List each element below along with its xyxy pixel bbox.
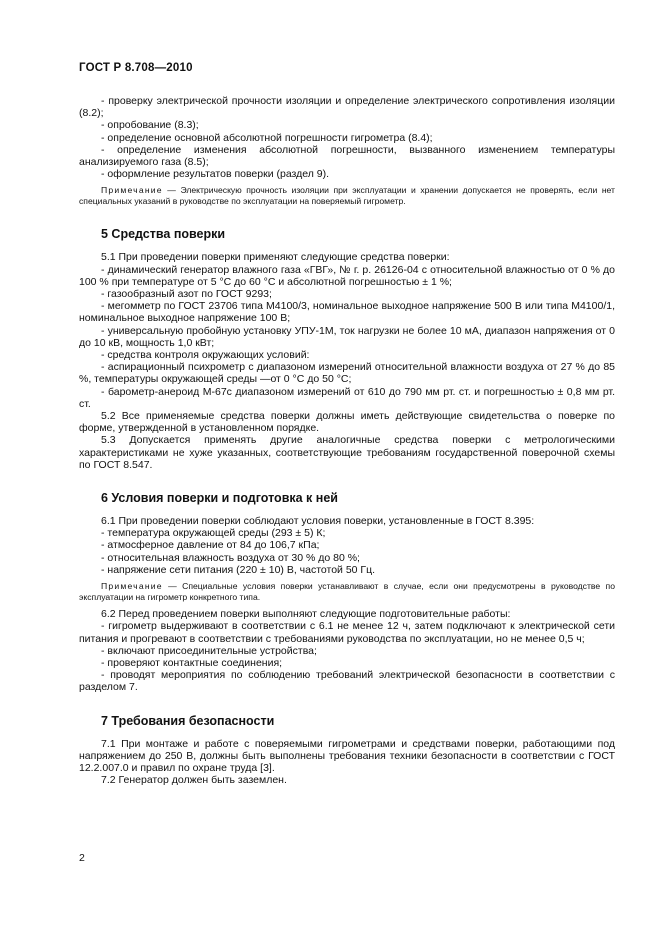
note-2 [79,581,615,603]
note-label: Примечание [101,185,163,196]
list-item: - средства контроля окружающих условий: [101,349,310,362]
list-item: - барометр-анероид М-67с диапазоном измерений от 610 до 790 мм рт. ст. и погрешностью ± 0,8 мм рт. ст. [79,385,615,410]
note-label: Примечание [101,581,163,592]
list-item: - универсальную пробойную установку УПУ-1М, ток нагрузки не более 10 мА, диапазон напряжения от 0 до 10 кВ, мощность 1,0 кВт; [79,324,615,349]
document-body [79,95,615,786]
document-header: ГОСТ Р 8.708—2010 [79,62,193,74]
paragraph: 7.2 Генератор должен быть заземлен. [101,774,287,787]
paragraph: 5.1 При проведении поверки применяют следующие средства поверки: [101,251,450,264]
list-item: - температура окружающей среды (293 ± 5) К; [101,527,326,540]
list-item: - проверку электрической прочности изоляции и определение электрического сопротивления изоляции (8.2); [79,95,615,120]
paragraph: 5.3 Допускается применять другие аналогичные средства поверки с метрологическими характеристиками не хуже указанных, соответствующие требованиям государственной поверочной схемы по ГОСТ 8.547. [79,434,615,471]
list-item: - напряжение сети питания (220 ± 10) В, частотой 50 Гц. [101,563,376,576]
paragraph: 7.1 При монтаже и работе с поверяемыми гигрометрами и средствами поверки, работающими под напряжением до 250 В, должны быть выполнены требования техники безопасности в соответствии с ГОСТ 12.2.007.0 и правил по охране труда [3]. [79,737,615,774]
list-item: - атмосферное давление от 84 до 106,7 кПа; [101,539,320,552]
list-item: - аспирационный психрометр с диапазоном измерений относительной влажности воздуха от 27 % до 85 %, температуры окружающей среды —от 0 °С до 50 °С; [79,361,615,386]
list-item: - опробование (8.3); [101,119,199,132]
note-text: — Специальные условия поверки устанавливают в случае, если они предусмотрены в руководстве по эксплуатации на гигрометр конкретного типа. [79,581,615,603]
page-number: 2 [79,852,85,864]
list-item: - гигрометр выдерживают в соответствии с 6.1 не менее 12 ч, затем подключают к электрической сети питания и прогревают в соответствии с требованиями руководства по эксплуатации, но не менее 0,5 ч; [79,620,615,645]
list-item: - определение изменения абсолютной погрешности, вызванного изменением температуры анализируемого газа (8.5); [79,143,615,169]
list-item: - включают присоединительные устройства; [101,644,317,657]
paragraph: 5.2 Все применяемые средства поверки должны иметь действующие свидетельства о поверке по форме, утвержденной в установленном порядке. [79,410,615,435]
section-6-title: 6 Условия поверки и подготовка к ней [101,491,338,506]
list-item: - оформление результатов поверки (раздел 9). [101,168,330,181]
note-text: — Электрическую прочность изоляции при эксплуатации и хранении допускается не проверять, если нет специальных указаний в руководстве по эксплуатации на поверяемый гигрометр. [79,185,615,207]
list-item: - динамический генератор влажного газа «ГВГ», № г. р. 26126-04 с относительной влажностью от 0 % до 100 % при температуре от 5 °С до 60 °С и абсолютной погрешностью ± 1 %; [79,263,615,288]
list-item: - проводят мероприятия по соблюдению требований электрической безопасности в соответствии с разделом 7. [79,669,615,694]
paragraph: 6.2 Перед проведением поверки выполняют следующие подготовительные работы: [101,608,511,621]
note-1 [79,185,615,207]
list-item: - проверяют контактные соединения; [101,656,283,669]
section-5-title: 5 Средства поверки [101,227,226,242]
section-7-title: 7 Требования безопасности [101,713,275,728]
list-item: - газообразный азот по ГОСТ 9293; [101,288,272,301]
list-item: - относительная влажность воздуха от 30 % до 80 %; [101,551,360,564]
list-item: - определение основной абсолютной погрешности гигрометра (8.4); [101,131,433,144]
list-item: - мегомметр по ГОСТ 23706 типа М4100/3, номинальное выходное напряжение 500 В или типа М4100/1, номинальное выходное напряжение 100 В; [79,300,615,325]
paragraph: 6.1 При проведении поверки соблюдают условия поверки, установленные в ГОСТ 8.395: [101,515,535,528]
